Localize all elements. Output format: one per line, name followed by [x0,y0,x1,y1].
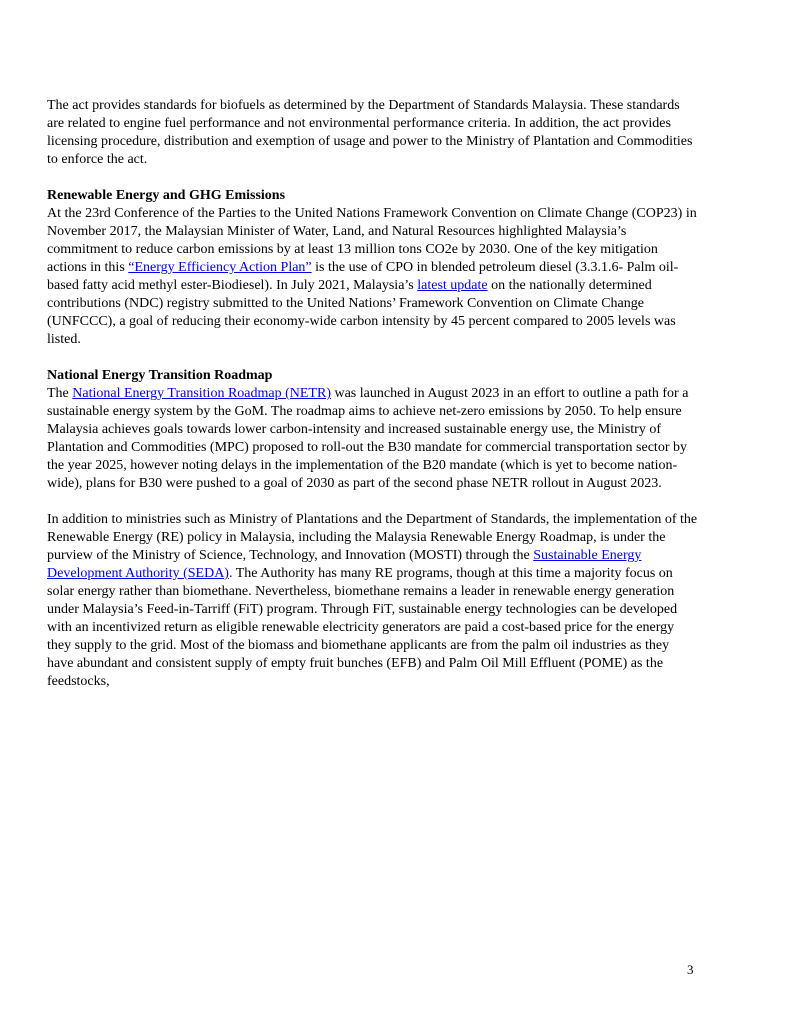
paragraph-spacer [47,493,699,511]
re-policy-text-2: . The Authority has many RE programs, though at this time a majority focus on solar energy rather than biomethane. Nevertheless, biomethane remains a leader in renewable energy generation under Malaysia’s Feed-in-Tarriff (FiT) program. Through FiT, sustainable energy technologies can be developed with an incentivized return as eligible renewable electricity generators are paid a cost-based price for the energy they supply to the grid. Most of the biomass and biomethane applicants are from the palm oil industries as they have abundant and consistent supply of empty fruit bunches (EFB) and Palm Oil Mill Effluent (POME) as the feedstocks, [47,566,678,689]
paragraph-ghg-emissions [47,205,699,349]
energy-efficiency-action-plan-link[interactable]: “Energy Efficiency Action Plan” [128,260,312,275]
heading-national-energy-transition-roadmap: National Energy Transition Roadmap [47,368,273,383]
netr-text-1: The [47,386,73,401]
paragraph-re-policy [47,511,699,691]
latest-update-link[interactable]: latest update [417,278,488,293]
paragraph-spacer [47,349,699,367]
paragraph-netr [47,385,699,493]
ghg-text-2: is the use of CPO in blended petroleum diesel (3.3.1.6- Palm oil-based fatty acid methyl ester-Biodiesel). In July 2021, Malaysia’s [47,260,679,293]
document-page [47,97,699,691]
paragraph-biofuel-standards: The act provides standards for biofuels as determined by the Department of Standards Malaysia. These standards are related to engine fuel performance and not environmental performance criteria. In addition, the act provides licensing procedure, distribution and exemption of usage and power to the Ministry of Plantation and Commodities to enforce the act. [47,98,693,167]
seda-link[interactable]: Sustainable Energy Development Authority (SEDA) [47,548,642,581]
netr-link[interactable]: National Energy Transition Roadmap (NETR) [72,386,331,401]
ghg-text-3: on the nationally determined contributions (NDC) registry submitted to the United Nations’ Framework Convention on Climate Change (UNFCCC), a goal of reducing their economy-wide carbon intensity by 45 percent compared to 2005 levels was listed. [47,278,676,347]
re-policy-text-1: In addition to ministries such as Ministry of Plantations and the Department of Standards, the implementation of the Renewable Energy (RE) policy in Malaysia, including the Malaysia Renewable Energy Roadmap, is under the purview of the Ministry of Science, Technology, and Innovation (MOSTI) through the [47,512,698,563]
netr-text-2: was launched in August 2023 in an effort to outline a path for a sustainable energy system by the GoM. The roadmap aims to achieve net-zero emissions by 2050. To help ensure Malaysia achieves goals towards lower carbon-intensity and increased sustainable energy use, the Ministry of Plantation and Commodities (MPC) proposed to roll-out the B30 mandate for commercial transportation sector by the year 2025, however noting delays in the implementation of the B20 mandate (which is yet to become nation-wide), plans for B30 were pushed to a goal of 2030 as part of the second phase NETR rollout in August 2023. [47,386,689,491]
page-number: 3 [687,962,694,977]
ghg-text-1: At the 23rd Conference of the Parties to the United Nations Framework Convention on Climate Change (COP23) in November 2017, the Malaysian Minister of Water, Land, and Natural Resources highlighted Malaysia’s commitment to reduce carbon emissions by at least 13 million tons CO2e by 2030. One of the key mitigation actions in this [47,206,697,275]
paragraph-spacer [47,169,699,187]
heading-renewable-energy-ghg: Renewable Energy and GHG Emissions [47,188,286,203]
